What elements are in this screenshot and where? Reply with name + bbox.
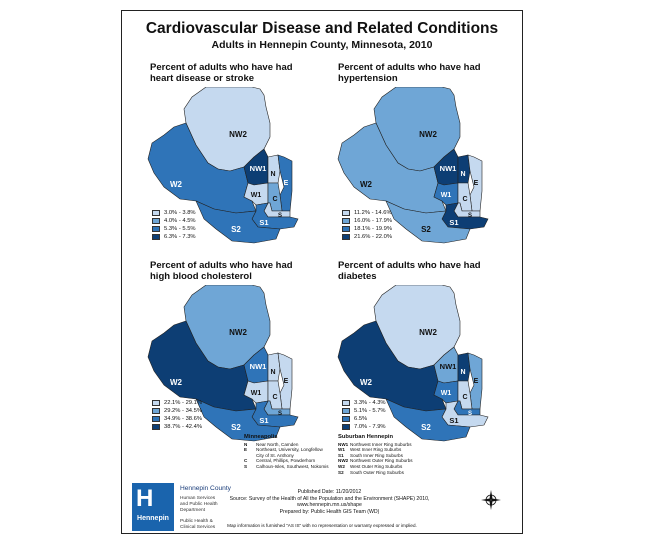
region-label-s: S bbox=[467, 213, 473, 219]
key-code: W2 bbox=[338, 463, 345, 469]
key-text: Northwest Outer Ring Suburbs bbox=[350, 458, 413, 464]
legend-label: 3.3% - 4.3% bbox=[354, 400, 386, 406]
legend-label: 16.0% - 17.9% bbox=[354, 218, 393, 224]
region-label-c: C bbox=[462, 394, 468, 401]
region-n bbox=[458, 353, 470, 381]
region-label-e: E bbox=[473, 180, 479, 187]
region-label-n: N bbox=[460, 171, 466, 178]
key-text: Central, Phillips, Powderhorn bbox=[256, 458, 316, 464]
map-title-line: diabetes bbox=[338, 270, 377, 282]
key-text: West Inner Ring Suburbs bbox=[350, 447, 402, 453]
key-text: South Outer Ring Suburbs bbox=[350, 469, 404, 475]
region-label-w1: W1 bbox=[440, 192, 452, 199]
region-label-c: C bbox=[272, 196, 278, 203]
map-title-hypertension bbox=[338, 63, 481, 84]
org-line: Department bbox=[180, 507, 206, 513]
key-row bbox=[338, 470, 458, 476]
org-line: Human Services bbox=[180, 496, 216, 501]
map-sheet bbox=[121, 10, 523, 534]
legend-swatch bbox=[342, 408, 350, 414]
key-text: City of St. Anthony bbox=[256, 452, 294, 458]
region-label-s: S bbox=[277, 213, 283, 219]
region-label-s1: S1 bbox=[259, 218, 269, 227]
map-title-heart-disease bbox=[150, 63, 293, 84]
key-text: Northwest Inner Ring Suburbs bbox=[350, 441, 412, 447]
region-n bbox=[268, 353, 280, 381]
region-label-n: N bbox=[270, 171, 276, 178]
legend-swatch bbox=[342, 218, 350, 224]
key-code: NW1 bbox=[338, 441, 349, 447]
key-code: C bbox=[244, 458, 248, 464]
key-code: W1 bbox=[338, 447, 345, 453]
logo-h-glyph: H bbox=[136, 485, 154, 512]
region-label-w1: W1 bbox=[250, 390, 262, 397]
legend-row bbox=[152, 407, 202, 415]
published-date: Published Date: 11/20/2012 bbox=[297, 489, 362, 495]
map-title-line: Percent of adults who have had bbox=[150, 260, 293, 271]
region-label-e: E bbox=[473, 378, 479, 385]
region-label-s2: S2 bbox=[421, 225, 431, 234]
page-subtitle: Adults in Hennepin County, Minnesota, 2010 bbox=[211, 39, 433, 51]
region-label-e: E bbox=[283, 378, 289, 385]
legend-row bbox=[152, 399, 202, 407]
map-title-line: Percent of adults who have had bbox=[338, 260, 481, 271]
region-label-s2: S2 bbox=[421, 423, 431, 432]
region-label-s2: S2 bbox=[231, 225, 241, 234]
region-label-s1: S1 bbox=[449, 416, 459, 425]
legend-label: 3.0% - 3.8% bbox=[164, 210, 196, 216]
legend-label: 7.0% - 7.9% bbox=[354, 424, 386, 430]
region-label-s1: S1 bbox=[449, 218, 459, 227]
region-label-c: C bbox=[462, 196, 468, 203]
region-label-nw2: NW2 bbox=[229, 130, 247, 139]
region-label-nw2: NW2 bbox=[419, 328, 437, 337]
region-label-nw1: NW1 bbox=[249, 362, 267, 371]
legend-swatch bbox=[342, 416, 350, 422]
region-label-w1: W1 bbox=[250, 192, 262, 199]
map-title-line: high blood cholesterol bbox=[150, 270, 252, 282]
legend-row bbox=[152, 217, 196, 225]
key-code: NW2 bbox=[338, 458, 349, 464]
logo-word: Hennepin bbox=[137, 515, 169, 522]
legend-swatch bbox=[342, 234, 350, 240]
region-label-w2: W2 bbox=[360, 378, 372, 387]
region-label-s1: S1 bbox=[259, 416, 269, 425]
legend-label: 18.1% - 19.9% bbox=[354, 226, 393, 232]
region-label-s2: S2 bbox=[231, 423, 241, 432]
legend-row bbox=[342, 233, 392, 241]
disclaimer: Map information is furnished "AS IS" with no representation or warranty expressed or implied. bbox=[227, 523, 417, 528]
legend-swatch bbox=[152, 226, 160, 232]
org-line: and Public Health bbox=[180, 501, 218, 507]
legend-label: 34.9% - 38.6% bbox=[164, 416, 203, 422]
legend-swatch bbox=[152, 218, 160, 224]
legend-swatch bbox=[342, 424, 350, 430]
legend-row bbox=[342, 209, 392, 217]
legend-swatch bbox=[342, 400, 350, 406]
legend-swatch bbox=[342, 226, 350, 232]
legend-swatch bbox=[152, 210, 160, 216]
map-title-diabetes bbox=[338, 261, 481, 282]
legend-swatch bbox=[342, 210, 350, 216]
region-label-nw1: NW1 bbox=[439, 164, 457, 173]
key-heading: Minneapolis bbox=[244, 434, 278, 440]
region-label-s: S bbox=[467, 411, 473, 417]
legend-swatch bbox=[152, 408, 160, 414]
region-label-w2: W2 bbox=[170, 180, 182, 189]
legend-label: 5.1% - 5.7% bbox=[354, 408, 386, 414]
suburban-key bbox=[338, 435, 458, 475]
org-line: Public Health & bbox=[180, 519, 213, 524]
prepared-by: Prepared by: Public Health GIS Team (WD) bbox=[279, 508, 380, 515]
legend-diabetes bbox=[342, 399, 386, 431]
legend-swatch bbox=[152, 416, 160, 422]
legend-label: 38.7% - 42.4% bbox=[164, 424, 203, 430]
data-source: Source: Survey of the Health of All the Population and the Environment (SHAPE) 2010, bbox=[229, 495, 430, 502]
compass-rose-icon bbox=[480, 489, 502, 511]
org-department bbox=[180, 496, 218, 513]
legend-row bbox=[342, 415, 386, 423]
region-label-nw1: NW1 bbox=[249, 164, 267, 173]
region-label-c: C bbox=[272, 394, 278, 401]
legend-label: 22.1% - 29.1% bbox=[164, 400, 203, 406]
legend-hypertension bbox=[342, 209, 392, 241]
legend-row bbox=[152, 233, 196, 241]
map-title-line: hypertension bbox=[338, 72, 398, 84]
map-title-line: Percent of adults who have had bbox=[338, 62, 481, 73]
legend-row bbox=[152, 423, 202, 431]
legend-swatch bbox=[152, 424, 160, 430]
legend-label: 29.2% - 34.5% bbox=[164, 408, 203, 414]
legend-label: 6.3% - 7.3% bbox=[164, 234, 196, 240]
legend-row bbox=[342, 423, 386, 431]
legend-row bbox=[342, 399, 386, 407]
region-label-w1: W1 bbox=[440, 390, 452, 397]
region-label-n: N bbox=[270, 369, 276, 376]
legend-heart-disease bbox=[152, 209, 196, 241]
legend-row bbox=[342, 407, 386, 415]
key-code: S1 bbox=[338, 452, 344, 458]
key-text: Near North, Camden bbox=[256, 441, 299, 447]
map-title-line: heart disease or stroke bbox=[150, 72, 255, 84]
key-heading: Suburban Hennepin bbox=[338, 434, 394, 440]
key-text: South Inner Ring Suburbs bbox=[350, 452, 403, 458]
key-code: N bbox=[244, 441, 248, 447]
legend-label: 11.2% - 14.6% bbox=[354, 210, 392, 216]
region-label-s: S bbox=[277, 411, 283, 417]
legend-swatch bbox=[152, 234, 160, 240]
legend-label: 4.0% - 4.5% bbox=[164, 218, 196, 224]
region-label-w2: W2 bbox=[170, 378, 182, 387]
source-url: www.hennepin.mn.us/shape bbox=[297, 502, 362, 509]
legend-row bbox=[152, 415, 202, 423]
legend-row bbox=[342, 217, 392, 225]
footer-credits bbox=[222, 489, 437, 515]
region-label-n: N bbox=[460, 369, 466, 376]
key-code: E bbox=[244, 447, 248, 453]
key-text: Calhoun-Isles, Southwest, Nokomis bbox=[256, 463, 329, 469]
region-n bbox=[268, 155, 280, 183]
legend-label: 5.3% - 5.5% bbox=[164, 226, 196, 232]
legend-label: 6.5% bbox=[354, 416, 368, 422]
region-label-nw2: NW2 bbox=[229, 328, 247, 337]
region-label-nw1: NW1 bbox=[439, 362, 457, 371]
key-text: Northeast, University, Longfellow bbox=[256, 447, 323, 453]
region-label-nw2: NW2 bbox=[419, 130, 437, 139]
region-label-e: E bbox=[283, 180, 289, 187]
map-title-line: Percent of adults who have had bbox=[150, 62, 293, 73]
region-label-w2: W2 bbox=[360, 180, 372, 189]
key-code: S2 bbox=[338, 469, 344, 475]
page-title: Cardiovascular Disease and Related Conditions bbox=[145, 20, 499, 37]
org-name: Hennepin County bbox=[180, 485, 231, 492]
legend-row bbox=[342, 225, 392, 233]
legend-label: 21.6% - 22.0% bbox=[354, 234, 393, 240]
key-text: West Outer Ring Suburbs bbox=[350, 463, 403, 469]
map-title-cholesterol bbox=[150, 261, 293, 282]
key-code: S bbox=[244, 463, 248, 469]
legend-row bbox=[152, 209, 196, 217]
legend-swatch bbox=[152, 400, 160, 406]
legend-row bbox=[152, 225, 196, 233]
org-line: Clinical Services bbox=[180, 524, 216, 530]
legend-cholesterol bbox=[152, 399, 202, 431]
region-n bbox=[458, 155, 470, 183]
